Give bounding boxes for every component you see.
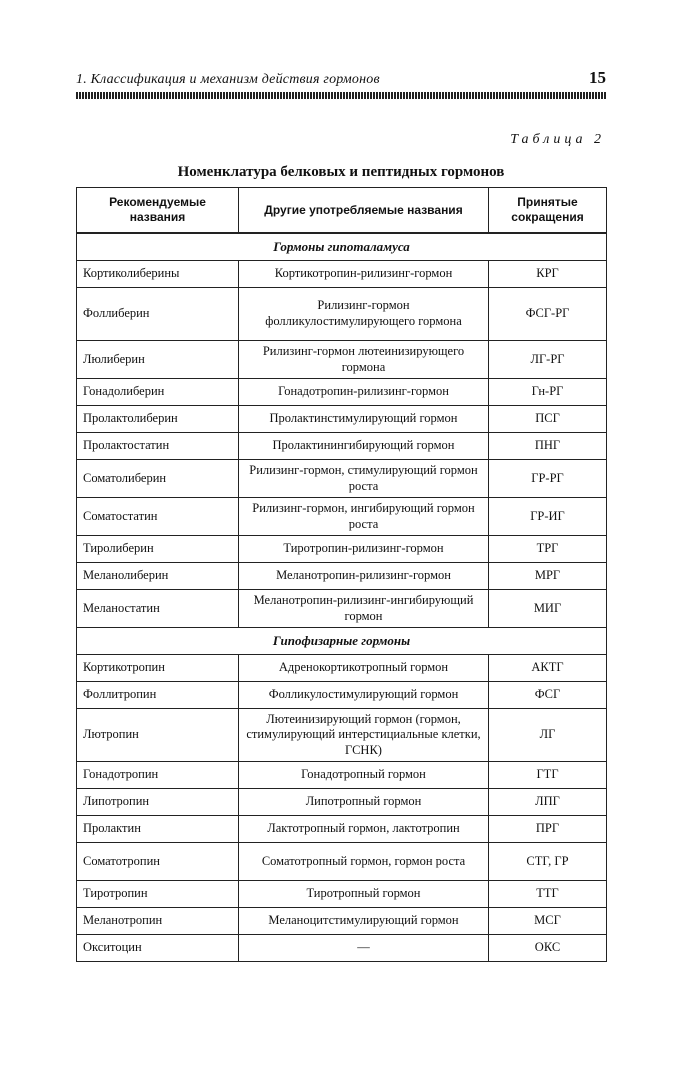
table-row [77, 843, 607, 881]
table-row [77, 379, 607, 406]
section-title: Гипофизарные гормоны [77, 628, 607, 655]
name-cell: Кортикотропин [77, 655, 239, 682]
header-rule [76, 92, 606, 99]
table-row [77, 288, 607, 341]
column-header-recommended: Рекомендуемые названия [77, 188, 239, 234]
table-row [77, 682, 607, 709]
other-names-cell: Соматотропный гормон, гормон роста [239, 843, 489, 881]
name-cell: Меланостатин [77, 590, 239, 628]
abbreviation-cell: МРГ [489, 563, 607, 590]
table-row [77, 433, 607, 460]
other-names-cell: Гонадотропный гормон [239, 762, 489, 789]
table-row [77, 261, 607, 288]
running-head [76, 68, 606, 90]
table-row [77, 709, 607, 762]
table-label: Таблица 2 [510, 132, 605, 147]
name-cell: Пролактин [77, 816, 239, 843]
name-cell: Соматостатин [77, 498, 239, 536]
abbreviation-cell: МСГ [489, 908, 607, 935]
table-row [77, 935, 607, 962]
hormone-table [76, 187, 607, 962]
other-names-cell: Меланотропин-рилизинг-гормон [239, 563, 489, 590]
table-title: Номенклатура белковых и пептидных гормонов [177, 164, 505, 180]
other-names-cell: Меланоцитстимулирующий гормон [239, 908, 489, 935]
name-cell: Пролактолиберин [77, 406, 239, 433]
other-names-cell: Рилизинг-гормон, стимулирующий гормон роста [239, 460, 489, 498]
section-header-row [77, 233, 607, 261]
other-names-cell: Гонадотропин-рилизинг-гормон [239, 379, 489, 406]
name-cell: Липотропин [77, 789, 239, 816]
name-cell: Люлиберин [77, 341, 239, 379]
name-cell: Лютропин [77, 709, 239, 762]
table-row [77, 908, 607, 935]
other-names-cell: Рилизинг-гормон фолликулостимулирующего гормона [239, 288, 489, 341]
abbreviation-cell: ГТГ [489, 762, 607, 789]
table-row [77, 460, 607, 498]
abbreviation-cell: КРГ [489, 261, 607, 288]
name-cell: Фоллиберин [77, 288, 239, 341]
other-names-cell: Рилизинг-гормон лютеинизирующего гормона [239, 341, 489, 379]
name-cell: Пролактостатин [77, 433, 239, 460]
table-row [77, 762, 607, 789]
table-row [77, 590, 607, 628]
other-names-cell: Рилизинг-гормон, ингибирующий гормон роста [239, 498, 489, 536]
abbreviation-cell: ГР-ИГ [489, 498, 607, 536]
table-row [77, 881, 607, 908]
table-row [77, 406, 607, 433]
name-cell: Меланотропин [77, 908, 239, 935]
name-cell: Фоллитропин [77, 682, 239, 709]
abbreviation-cell: ПСГ [489, 406, 607, 433]
running-title: 1. Классификация и механизм действия гормонов [76, 72, 380, 87]
abbreviation-cell: ЛПГ [489, 789, 607, 816]
abbreviation-cell: ТРГ [489, 536, 607, 563]
name-cell: Тиролиберин [77, 536, 239, 563]
abbreviation-cell: ЛГ [489, 709, 607, 762]
other-names-cell: Фолликулостимулирующий гормон [239, 682, 489, 709]
section-title: Гормоны гипоталамуса [77, 233, 607, 261]
name-cell: Соматотропин [77, 843, 239, 881]
name-cell: Меланолиберин [77, 563, 239, 590]
table-row [77, 563, 607, 590]
abbreviation-cell: АКТГ [489, 655, 607, 682]
table-row [77, 789, 607, 816]
abbreviation-cell: ПРГ [489, 816, 607, 843]
other-names-cell: Адренокортикотропный гормон [239, 655, 489, 682]
column-header-other: Другие употребляемые названия [239, 188, 489, 234]
table-row [77, 536, 607, 563]
other-names-cell: Липотропный гормон [239, 789, 489, 816]
table-row [77, 498, 607, 536]
table-row [77, 816, 607, 843]
table-row [77, 655, 607, 682]
other-names-cell: Пролактинингибирующий гормон [239, 433, 489, 460]
other-names-cell: Лактотропный гормон, лактотропин [239, 816, 489, 843]
abbreviation-cell: Гн-РГ [489, 379, 607, 406]
table-row [77, 341, 607, 379]
other-names-cell: Лютеинизирующий гормон (гормон, стимулирующий интерстициальные клетки, ГСНК) [239, 709, 489, 762]
table-header-row [77, 188, 607, 234]
abbreviation-cell: ПНГ [489, 433, 607, 460]
abbreviation-cell: ОКС [489, 935, 607, 962]
name-cell: Тиротропин [77, 881, 239, 908]
page-number: 15 [589, 68, 606, 87]
other-names-cell: — [239, 935, 489, 962]
other-names-cell: Меланотропин-рилизинг-ингибирующий гормон [239, 590, 489, 628]
section-header-row [77, 628, 607, 655]
name-cell: Окситоцин [77, 935, 239, 962]
name-cell: Кортиколиберины [77, 261, 239, 288]
other-names-cell: Тиротропин-рилизинг-гормон [239, 536, 489, 563]
abbreviation-cell: СТГ, ГР [489, 843, 607, 881]
abbreviation-cell: ТТГ [489, 881, 607, 908]
abbreviation-cell: ЛГ-РГ [489, 341, 607, 379]
abbreviation-cell: ФСГ-РГ [489, 288, 607, 341]
other-names-cell: Тиротропный гормон [239, 881, 489, 908]
name-cell: Соматолиберин [77, 460, 239, 498]
other-names-cell: Кортикотропин-рилизинг-гормон [239, 261, 489, 288]
other-names-cell: Пролактинстимулирующий гормон [239, 406, 489, 433]
abbreviation-cell: ФСГ [489, 682, 607, 709]
name-cell: Гонадотропин [77, 762, 239, 789]
abbreviation-cell: ГР-РГ [489, 460, 607, 498]
column-header-abbr: Принятые сокращения [489, 188, 607, 234]
table-body [77, 233, 607, 962]
abbreviation-cell: МИГ [489, 590, 607, 628]
name-cell: Гонадолиберин [77, 379, 239, 406]
